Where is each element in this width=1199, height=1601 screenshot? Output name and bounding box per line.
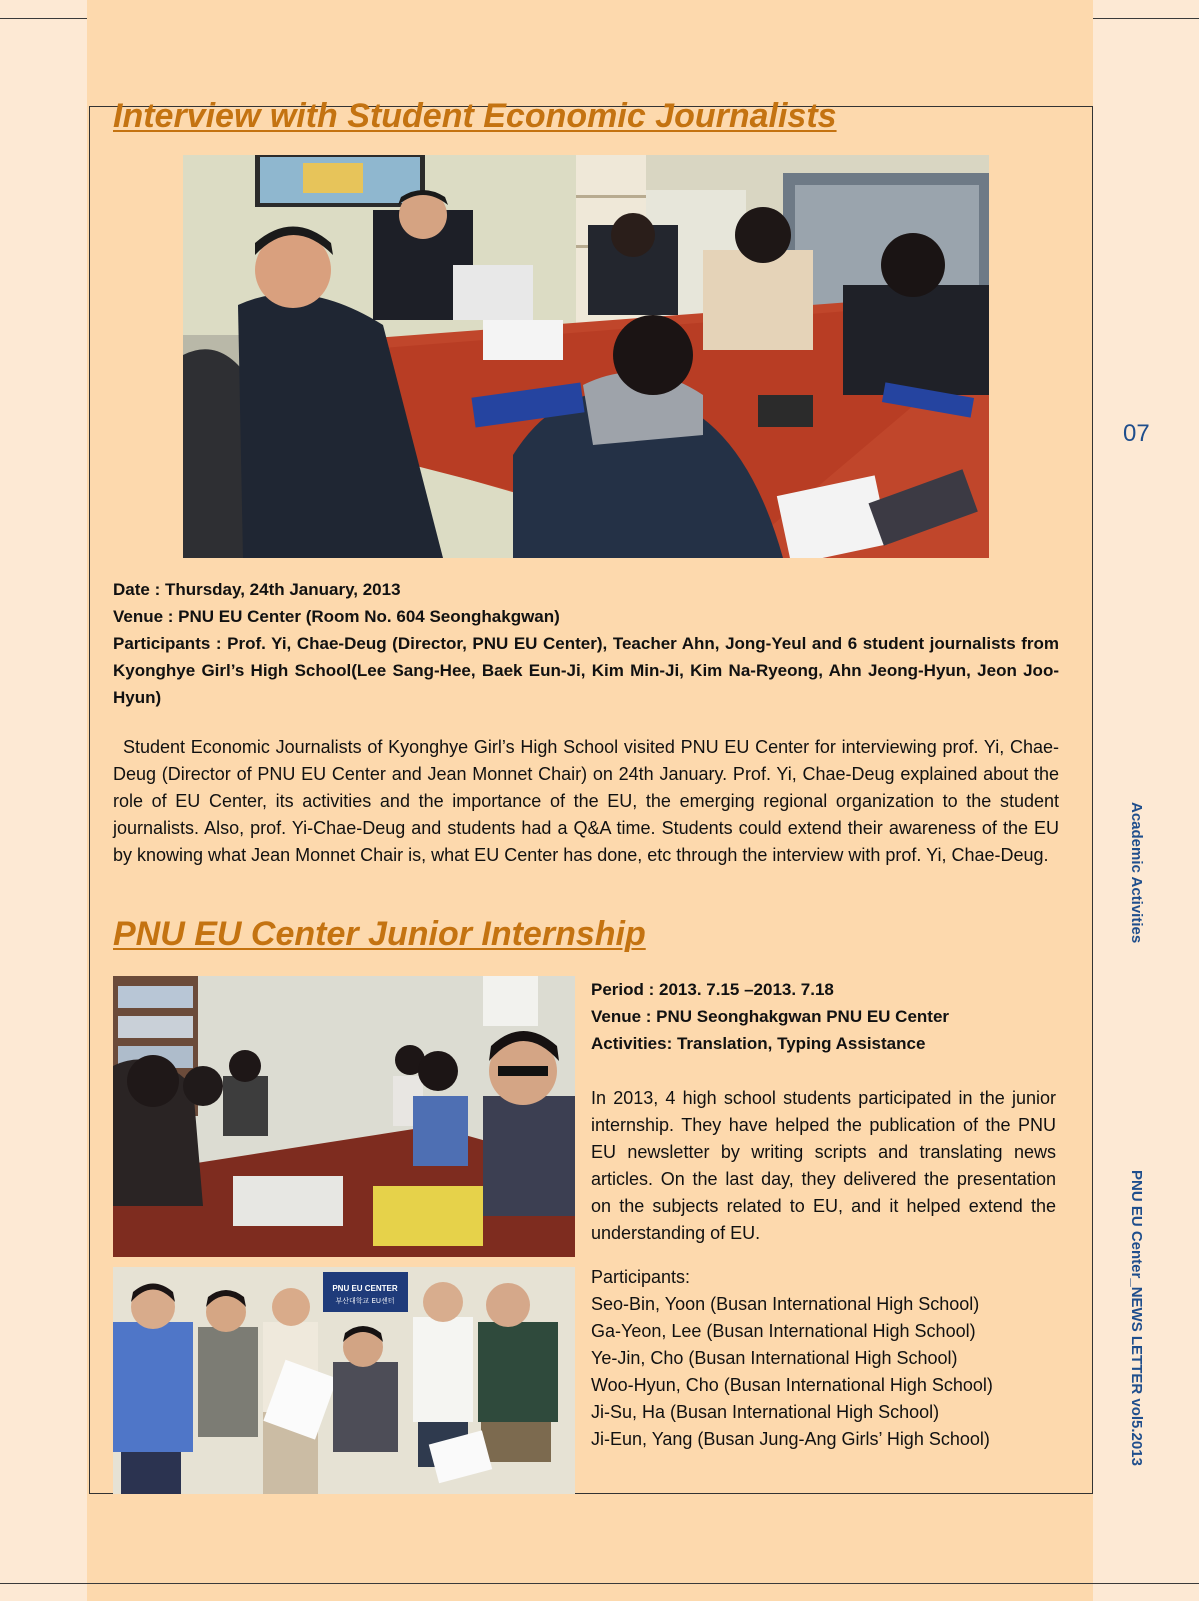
interview-body: Student Economic Journalists of Kyonghye Girl’s High School visited PNU EU Center for interviewing prof. Yi, Chae-Deug (Director of PNU EU Center and Jean Monnet Chair) on 24th January. Prof. Yi, Chae-Deug explained about the role of EU Center, its activities and the importance of the EU, the emerging regional organization to the student journalists. Also, prof. Yi-Chae-Deug and students had a Q&A time. Students could extend their awareness of the EU by knowing what Jean Monnet Chair is, what EU Center has done, etc through the interview with prof. Yi, Chae-Deug. <box>113 737 1059 865</box>
participant-item: Ji-Eun, Yang (Busan Jung-Ang Girls’ High School) <box>591 1429 990 1449</box>
section-label: Academic Activities <box>1128 802 1145 944</box>
internship-venue: Venue : PNU Seonghakgwan PNU EU Center <box>591 1007 950 1026</box>
participant-item: Ji-Su, Ha (Busan International High School) <box>591 1402 940 1422</box>
participant-item: Ga-Yeon, Lee (Busan International High School) <box>591 1321 976 1341</box>
participants-label: Participants: <box>591 1267 691 1287</box>
participant-item: Seo-Bin, Yoon (Busan International High School) <box>591 1294 980 1314</box>
internship-body: In 2013, 4 high school students participated in the junior internship. They have helped the publication of the PNU EU newsletter by writing scripts and translating news articles. On the last day, they delivered the presentation on the subjects related to EU, and it helped extend the understanding of EU. <box>591 1088 1056 1243</box>
interview-title: Interview with Student Economic Journalists <box>113 97 837 135</box>
sign-text-ko: 부산대학교 EU센터 <box>335 1297 395 1305</box>
interview-details <box>113 576 1059 711</box>
internship-period: Period : 2013. 7.15 –2013. 7.18 <box>591 980 834 999</box>
bottom-rule <box>0 1583 1199 1584</box>
internship-photo-group <box>113 1267 575 1494</box>
interview-photo <box>183 155 989 558</box>
participant-item: Ye-Jin, Cho (Busan International High School) <box>591 1348 958 1368</box>
internship-title: PNU EU Center Junior Internship <box>113 915 646 953</box>
internship-activities: Activities: Translation, Typing Assistance <box>591 1034 926 1053</box>
interview-venue: Venue : PNU EU Center (Room No. 604 Seonghakgwan) <box>113 607 560 626</box>
interview-participants: Participants : Prof. Yi, Chae-Deug (Director, PNU EU Center), Teacher Ahn, Jong-Yeul and 6 student journalists from Kyonghye Girl’s High School(Lee Sang-Hee, Baek Eun-Ji, Kim Min-Ji, Kim Na-Ryeong, Ahn Jeong-Hyun, Jeon Joo-Hyun) <box>113 634 1059 707</box>
newsletter-label: PNU EU Center_NEWS LETTER vol5.2013 <box>1128 1170 1145 1466</box>
internship-photo-classroom <box>113 976 575 1257</box>
sign-text: PNU EU CENTER <box>332 1284 398 1293</box>
participant-item: Woo-Hyun, Cho (Busan International High School) <box>591 1375 993 1395</box>
interview-date: Date : Thursday, 24th January, 2013 <box>113 580 401 599</box>
internship-participants <box>591 1264 1061 1453</box>
page-number: 07 <box>1123 420 1150 447</box>
internship-details <box>591 976 1061 1057</box>
